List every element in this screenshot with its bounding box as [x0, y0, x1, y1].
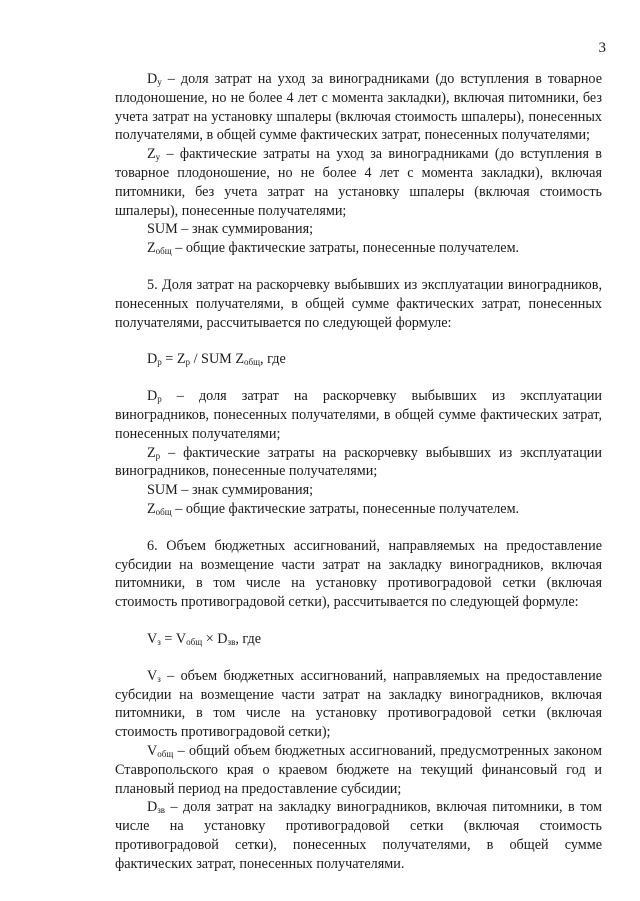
symbol: V	[147, 667, 158, 684]
paragraph-text: – общие фактические затраты, понесенные получателем.	[171, 500, 520, 517]
paragraph-text: 5. Доля затрат на раскорчевку выбывших из эксплуатации виноградников, понесенных получателями, в общей сумме фактических затрат, понесенных получателями, рассчитывается по следующей формуле:	[115, 276, 602, 331]
symbol: D	[147, 388, 158, 405]
paragraph	[115, 239, 602, 258]
paragraph	[115, 276, 602, 332]
paragraph	[115, 220, 602, 239]
symbol: D	[147, 71, 158, 87]
formula-subscript: общ	[186, 636, 203, 647]
formula-subscript: зв	[227, 636, 236, 647]
paragraph-gap	[115, 649, 602, 667]
symbol-subscript: общ	[157, 748, 174, 759]
formula	[115, 630, 602, 649]
paragraph	[115, 537, 602, 612]
symbol: Z	[147, 444, 156, 461]
symbol: D	[147, 799, 158, 816]
symbol: V	[147, 742, 158, 759]
symbol: Z	[147, 500, 156, 517]
paragraph-text: – общие фактические затраты, понесенные получателем.	[171, 240, 520, 257]
paragraph-text: – общий объем бюджетных ассигнований, предусмотренных законом Ставропольского края о краевом бюджете на текущий финансовый год и плановый период на предоставление субсидии;	[115, 742, 602, 797]
formula-text: × D	[202, 630, 228, 647]
formula-subscript: общ	[244, 357, 261, 368]
paragraph	[115, 500, 602, 519]
symbol-subscript: у	[157, 77, 162, 87]
paragraph-gap	[115, 369, 602, 387]
symbol: Z	[147, 146, 156, 163]
paragraph-gap	[115, 258, 602, 276]
paragraph	[115, 667, 602, 742]
symbol-subscript: общ	[155, 506, 172, 517]
formula	[115, 350, 602, 369]
paragraph-text: – фактические затраты на раскорчевку выбывших из эксплуатации виноградников, понесенные получателями;	[115, 444, 602, 480]
paragraph-text: SUM – знак суммирования;	[147, 221, 314, 238]
paragraph	[115, 387, 602, 443]
symbol-subscript: зв	[157, 805, 166, 816]
paragraph-gap	[115, 612, 602, 630]
formula-subscript: з	[157, 636, 161, 647]
symbol-subscript: у	[155, 152, 161, 163]
paragraph-gap	[115, 519, 602, 537]
formula-text: , где	[260, 351, 286, 368]
paragraph-text: – фактические затраты на уход за виноградниками (до вступления в товарное плодоношение, но не более 4 лет с момента закладки), включая питомники, без учета затрат на установку шпалеры (включая стоимость шпалеры), понесенные получателями;	[115, 146, 602, 219]
symbol-subscript: з	[157, 673, 161, 684]
formula-text: V	[147, 630, 158, 647]
formula-text: , где	[235, 630, 262, 647]
paragraph-text: – объем бюджетных ассигнований, направляемых на предоставление субсидии на возмещение части затрат на закладку виноградников, включая питомники, в том числе на установку противоградовой сетки (включая стоимость противоградовой сетки);	[115, 667, 602, 741]
paragraph-text: – доля затрат на закладку виноградников, включая питомники, в том числе на установку противоградовой сетки (включая стоимость противоградовой сетки), понесенных получателями, в общей сумме фактических затрат, понесенных получателями.	[115, 799, 602, 872]
page-number: 3	[598, 40, 606, 56]
paragraph	[115, 145, 602, 220]
paragraph	[115, 481, 602, 500]
paragraph	[115, 798, 602, 873]
symbol-subscript: р	[155, 450, 161, 461]
formula-text: = V	[160, 630, 187, 647]
paragraph-gap	[115, 332, 602, 350]
formula-subscript: р	[185, 357, 191, 368]
paragraph-text: – доля затрат на уход за виноградниками (до вступления в товарное плодоношение, но не более 4 лет с момента закладки), включая питомники, без учета затрат на установку шпалеры (включая стоимость шпалеры), понесенных получателями, в общей сумме фактических затрат, понесенных получателями;	[115, 71, 602, 144]
paragraph-text: – доля затрат на раскорчевку выбывших из эксплуатации виноградников, понесенных получателями, в общей сумме фактических затрат, понесенных получателями;	[115, 388, 602, 442]
symbol-subscript: р	[157, 394, 162, 405]
symbol: Z	[147, 240, 156, 257]
formula-text: / SUM Z	[190, 351, 245, 368]
symbol-subscript: общ	[155, 246, 172, 257]
paragraph-text: 6. Объем бюджетных ассигнований, направляемых на предоставление субсидии на возмещение части затрат на закладку виноградников, включая питомники, в том числе на установку противоградовой сетки (включая стоимость противоградовой сетки), рассчитывается по следующей формуле:	[115, 537, 602, 611]
paragraph	[115, 444, 602, 482]
paragraph	[115, 70, 602, 145]
formula-text: = Z	[161, 351, 186, 368]
formula-text: D	[147, 351, 158, 368]
paragraph-text: SUM – знак суммирования;	[147, 482, 314, 499]
paragraph	[115, 742, 602, 798]
formula-subscript: р	[157, 357, 162, 368]
document-body	[115, 70, 602, 873]
